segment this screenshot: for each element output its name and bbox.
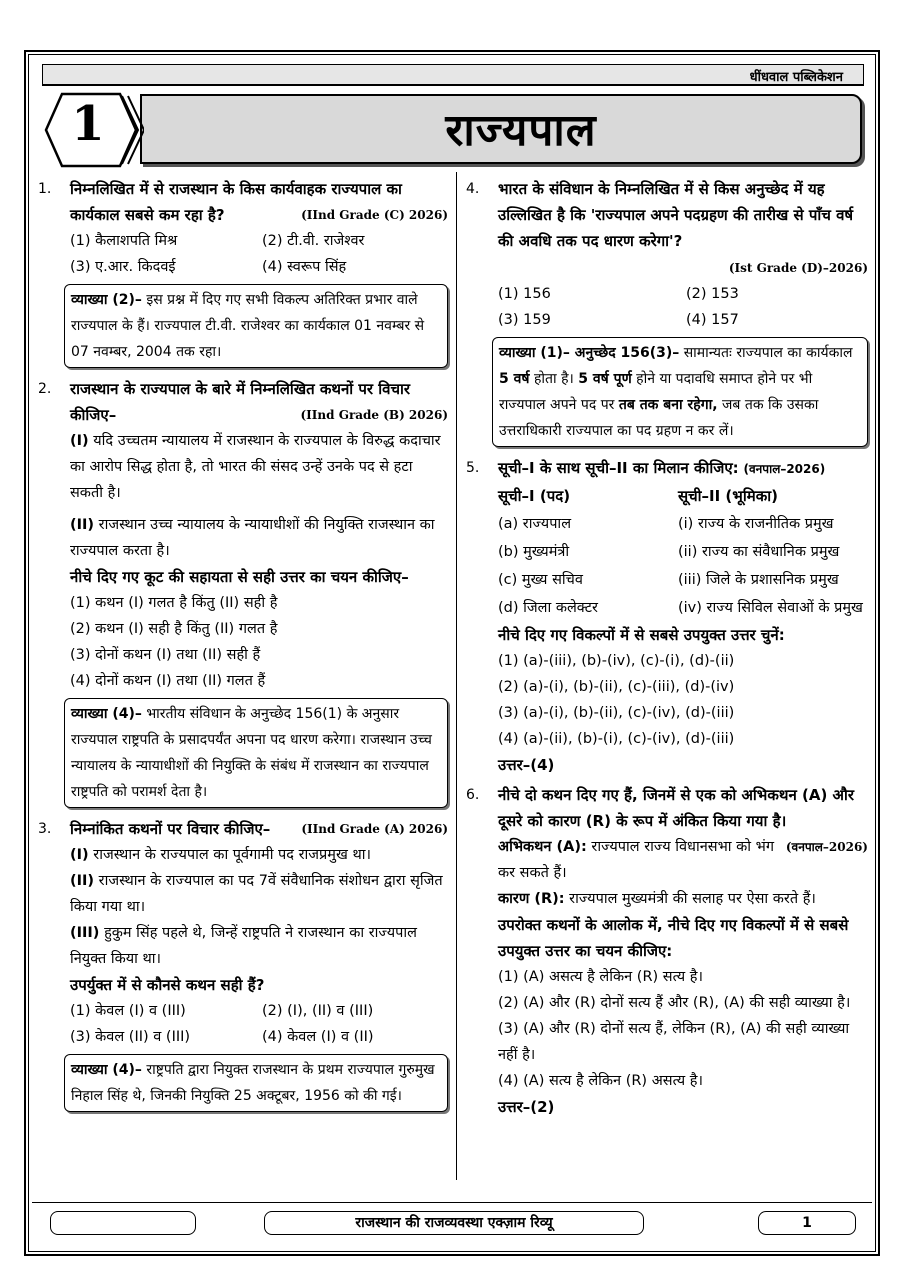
explanation-text: राष्ट्रपति द्वारा नियुक्त राजस्थान के प्रथम राज्यपाल गुरुमुख निहाल सिंह थे, जिनकी नियुक्ति 25 अक्टूबर, 1956 को की गई। [71,1062,435,1104]
options [498,281,868,333]
option: (3) दोनों कथन (I) तथा (II) सही हैं [70,647,261,663]
statement-3: (III) हुकुम सिंह पहले थे, जिन्हें राष्ट्रपति ने राजस्थान का राज्यपाल नियुक्त किया था। [70,925,417,967]
question-3 [36,816,448,1050]
question-number: 6. [466,787,480,803]
explanation-label: व्याख्या (4)– [71,1062,142,1078]
footer-left-box [50,1211,196,1235]
question-text: राजस्थान के राज्यपाल के बारे में निम्नलिखित कथनों पर विचार कीजिए– [70,380,411,424]
question-instruction: नीचे दिए गए विकल्पों में से सबसे उपयुक्त उत्तर चुनें: [498,626,785,644]
option: (2) कथन (I) सही है किंतु (II) गलत है [70,621,278,637]
explanation-box: व्याख्या (1)– अनुच्छेद 156(3)– सामान्यतः राज्यपाल का कार्यकाल 5 वर्ष होता है। 5 वर्ष पूर्ण होने या पदावधि समाप्त होने पर भी राज्यपाल अपने पद पर तब तक बना रहेगा, जब तक कि उसका उत्तराधिकारी राज्यपाल का पद ग्रहण न कर लें। [492,337,868,447]
left-column [36,176,448,1120]
option: (2) (I), (II) व (III) [262,1003,374,1019]
question-source: (IInd Grade (B) 2026) [300,408,448,422]
options [70,998,448,1050]
question-number: 4. [466,181,480,197]
option: (3) केवल (II) व (III) [70,1029,191,1045]
chapter-number-badge [44,92,144,168]
option: (3) 159 [498,312,551,328]
option: (4) 157 [686,312,739,328]
option: (2) (a)-(i), (b)-(ii), (c)-(iii), (d)-(iv) [498,679,735,695]
explanation-label: व्याख्या (2)– [71,292,142,308]
question-text: नीचे दो कथन दिए गए हैं, जिनमें से एक को अभिकथन (A) और दूसरे को कारण (R) के रूप में अंकित किया गया है। [498,786,855,830]
question-instruction: उपर्युक्त में से कौनसे कथन सही हैं? [70,976,265,994]
option: (4) (a)-(ii), (b)-(i), (c)-(iv), (d)-(iii) [498,731,735,747]
chapter-title-box [140,94,862,164]
list2-item: (i) राज्य के राजनीतिक प्रमुख [678,516,834,532]
list1-item: (d) जिला कलेक्टर [498,600,598,616]
answer: उत्तर–(2) [498,1098,555,1116]
explanation-box [64,284,448,368]
question-number: 5. [466,460,480,476]
option: (1) कैलाशपति मिश्र [70,233,178,249]
question-source: (Ist Grade (D)–2026) [728,261,868,275]
option: (2) 153 [686,286,739,302]
explanation-text: इस प्रश्न में दिए गए सभी विकल्प अतिरिक्त प्रभार वाले राज्यपाल के हैं। राज्यपाल टी.वी. राजेश्वर का कार्यकाल 01 नवम्बर से 07 नवम्बर, 2004 तक रहा। [71,292,425,360]
question-text: निम्नलिखित में से राजस्थान के किस कार्यवाहक राज्यपाल का कार्यकाल सबसे कम रहा है? [70,180,402,224]
option: (1) 156 [498,286,551,302]
match-table [498,482,868,622]
list2-header: सूची–II (भूमिका) [678,487,778,505]
question-instruction: नीचे दिए गए कूट की सहायता से सही उत्तर का चयन कीजिए– [70,568,409,586]
page-footer [32,1202,872,1242]
explanation-label: व्याख्या (1)– अनुच्छेद 156(3)– [499,345,680,361]
question-number: 3. [38,821,52,837]
list1-item: (a) राज्यपाल [498,516,572,532]
explanation-label: व्याख्या (4)– [71,706,142,722]
statement-1: (I) यदि उच्चतम न्यायालय में राजस्थान के राज्यपाल के विरुद्ध कदाचार का आरोप सिद्ध होता है, तो भारत की संसद उन्हें उनके पद से हटा सकती है। [70,433,441,501]
question-instruction: उपरोक्त कथनों के आलोक में, नीचे दिए गए विकल्पों में से सबसे उपयुक्त उत्तर का चयन कीजिए: [498,916,849,960]
question-text: भारत के संविधान के निम्नलिखित में से किस अनुच्छेद में यह उल्लिखित है कि 'राज्यपाल अपने पदग्रहण की तारीख से पाँच वर्ष की अवधि तक पद धारण करेगा'? [498,180,854,250]
statement-2: (II) राजस्थान उच्च न्यायालय के न्यायाधीशों की नियुक्ति राजस्थान का राज्यपाल करता है। [70,517,435,559]
option: (1) कथन (I) गलत है किंतु (II) सही है [70,595,278,611]
question-number: 1. [38,181,52,197]
footer-book-title: राजस्थान की राजव्यवस्था एक्ज़ाम रिव्यू [264,1211,644,1235]
option: (3) (a)-(i), (b)-(ii), (c)-(iv), (d)-(iii) [498,705,735,721]
question-6 [464,782,868,1120]
option: (1) (A) असत्य है लेकिन (R) सत्य है। [498,969,704,985]
explanation-text: भारतीय संविधान के अनुच्छेद 156(1) के अनुसार राज्यपाल राष्ट्रपति के प्रसादपर्यंत अपना पद धारण करेगा। राजस्थान उच्च न्यायालय के न्यायाधीशों की नियुक्ति के संबंध में राजस्थान का राज्यपाल राष्ट्रपति को परामर्श देता है। [71,706,432,800]
chapter-number: 1 [71,96,105,152]
option: (4) स्वरूप सिंह [262,259,347,275]
statement-1: (I) राजस्थान के राज्यपाल का पूर्वगामी पद राजप्रमुख था। [70,847,371,863]
list2-item: (iv) राज्य सिविल सेवाओं के प्रमुख [678,600,863,616]
question-text: निम्नांकित कथनों पर विचार कीजिए– [70,820,271,838]
statement-2: (II) राजस्थान के राज्यपाल का पद 7वें संवैधानिक संशोधन द्वारा सृजित किया गया था। [70,873,443,915]
assertion: अभिकथन (A): राज्यपाल राज्य विधानसभा को भंग कर सकते हैं। [498,839,774,881]
list2-item: (ii) राज्य का संवैधानिक प्रमुख [678,544,840,560]
question-source: (वनपाल–2026) [743,462,826,476]
question-1 [36,176,448,280]
option: (3) ए.आर. किदवई [70,259,176,275]
option: (4) (A) सत्य है लेकिन (R) असत्य है। [498,1073,704,1089]
reason: कारण (R): राज्यपाल मुख्यमंत्री की सलाह पर ऐसा करते हैं। [498,891,816,907]
option: (1) केवल (I) व (III) [70,1003,186,1019]
option: (4) केवल (I) व (II) [262,1029,374,1045]
question-source: (वनपाल–2026) [785,840,868,854]
options [70,228,448,280]
question-4 [464,176,868,333]
list1-item: (b) मुख्यमंत्री [498,544,570,560]
question-2 [36,376,448,694]
question-source: (IInd Grade (A) 2026) [301,822,448,836]
explanation-box [64,1054,448,1112]
list2-item: (iii) जिले के प्रशासनिक प्रमुख [678,572,839,588]
question-source: (IInd Grade (C) 2026) [301,208,448,222]
page-number: 1 [758,1211,856,1235]
option: (1) (a)-(iii), (b)-(iv), (c)-(i), (d)-(ii) [498,653,735,669]
option: (2) टी.वी. राजेश्वर [262,233,365,249]
question-text: सूची–I के साथ सूची–II का मिलान कीजिए: [498,459,739,477]
option: (4) दोनों कथन (I) तथा (II) गलत हैं [70,673,266,689]
option: (2) (A) और (R) दोनों सत्य हैं और (R), (A) की सही व्याख्या है। [498,995,851,1011]
right-column [464,176,868,1124]
column-divider [456,172,457,1180]
answer: उत्तर–(4) [498,756,555,774]
chapter-title: राज्यपाल [445,105,597,156]
publisher-name: धींधवाल पब्लिकेशन [749,70,843,85]
question-number: 2. [38,381,52,397]
list1-item: (c) मुख्य सचिव [498,572,583,588]
explanation-box [64,698,448,808]
option: (3) (A) और (R) दोनों सत्य हैं, लेकिन (R), (A) की सही व्याख्या नहीं है। [498,1021,850,1063]
list1-header: सूची–I (पद) [498,487,571,505]
header-bar [42,64,864,86]
question-5 [464,455,868,778]
